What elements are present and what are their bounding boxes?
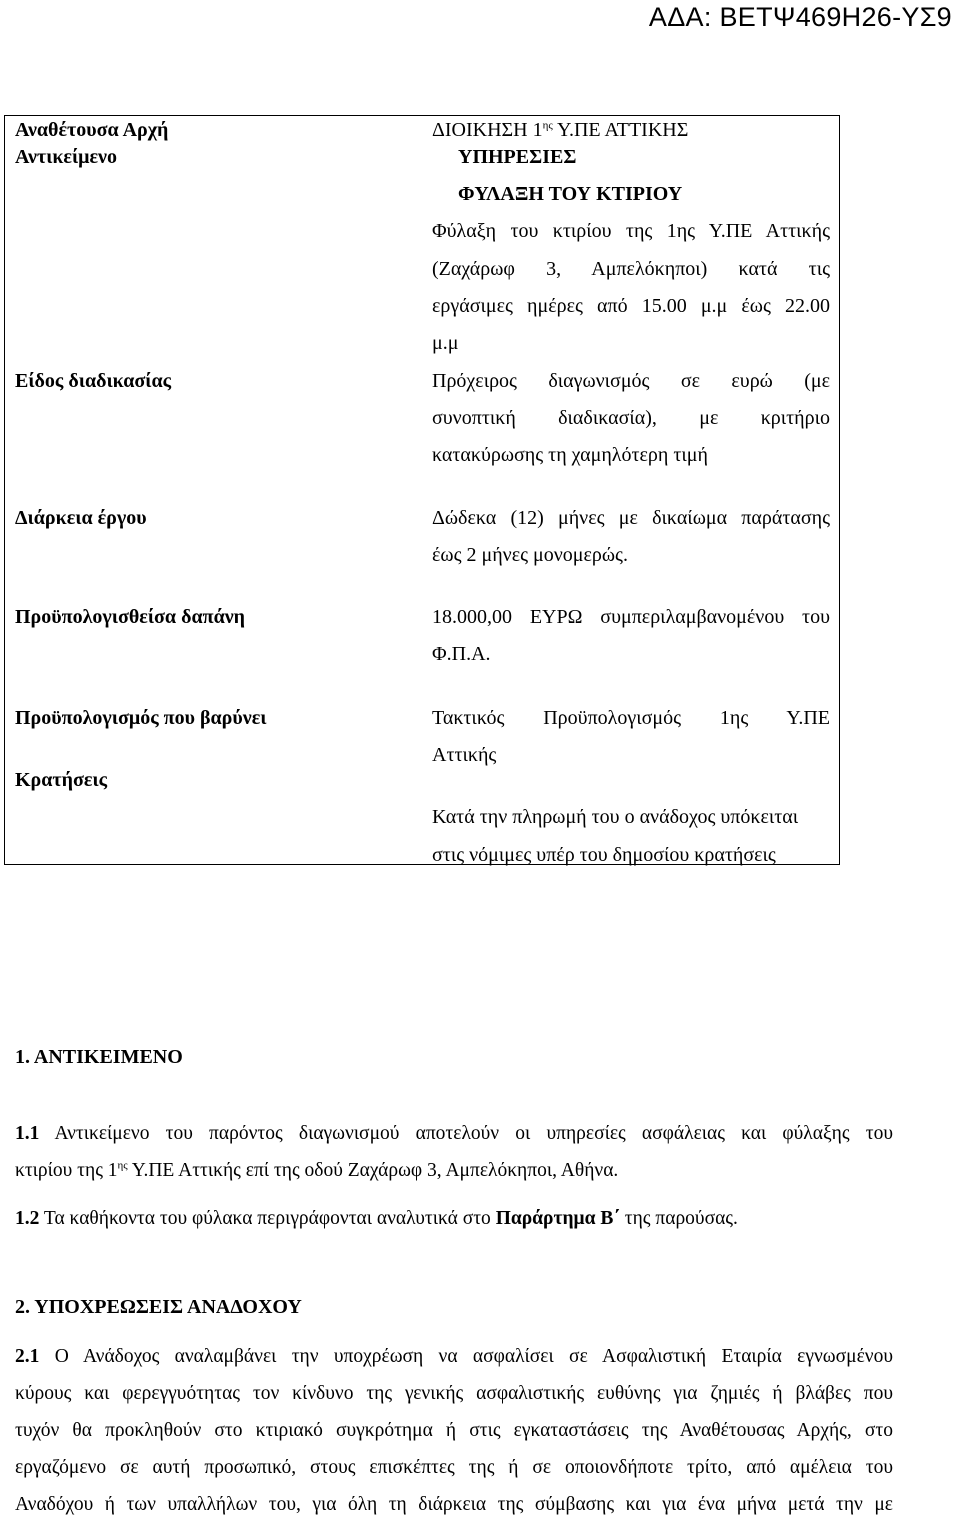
charged-line: Τακτικός Προϋπολογισμός 1ης Υ.ΠΕ <box>432 707 830 729</box>
subject-line: Φύλαξη του κτιρίου της 1ης Υ.ΠΕ Αττικής <box>432 220 830 242</box>
document-ada-code: ΑΔΑ: ΒΕΤΨ469Η26-ΥΣ9 <box>648 2 952 32</box>
subject-line: (Ζαχάρωφ 3, Αμπελόκηποι) κατά τις <box>432 258 830 280</box>
paragraph-2-1: 2.1 Ο Ανάδοχος αναλαμβάνει την υποχρέωση να ασφαλίσει σε Ασφαλιστική Εταιρία εγνωσμένου κύρους και φερεγγυότητας τον κίνδυνο της γενικής ασφαλιστικής ευθύνης για ζημιές ή βλάβες που τυχόν θα προκληθούν στο κτιριακό συγκρότημα ή στις εγκαταστάσεις της Αναθέτουσας Αρχής, στο εργαζόμενο σε αυτή προσωπικό, στους επισκέπτες της ή σε οποιονδήποτε τρίτο, από αμέλεια του Αναδόχου ή των υπαλλήλων του, για όλη τη διάρκεια της σύμβασης και για ένα μήνα μετά την με <box>15 1346 893 1515</box>
label-deductions: Κρατήσεις <box>15 769 108 791</box>
section-2-heading: 2. ΥΠΟΧΡΕΩΣΕΙΣ ΑΝΑΔΟΧΟΥ <box>15 1296 302 1318</box>
deductions-line: Κατά την πληρωμή του ο ανάδοχος υπόκειται <box>432 806 799 828</box>
subject-title-guarding: ΦΥΛΑΞΗ ΤΟΥ ΚΤΙΡΙΟΥ <box>458 183 683 205</box>
subject-line: μ.μ <box>432 332 459 354</box>
duration-line: έως 2 μήνες μονομερώς. <box>432 544 628 566</box>
value-contracting-authority: ΔΙΟΙΚΗΣΗ $1^{\eta\varsigma}$ Υ.ΠΕ ΑΤΤΙΚΗΣ <box>432 119 689 141</box>
section-1-heading: 1. ΑΝΤΙΚΕΙΜΕΝΟ <box>15 1046 183 1068</box>
subject-title-services: ΥΠΗΡΕΣΙΕΣ <box>458 146 577 168</box>
procedure-line: Πρόχειρος διαγωνισμός σε ευρώ (με <box>432 370 830 392</box>
label-charged-budget: Προϋπολογισμός που βαρύνει <box>15 707 267 729</box>
subject-line: εργάσιμες ημέρες από 15.00 μ.μ έως 22.00 <box>432 295 830 317</box>
label-subject: Αντικείμενο <box>15 146 117 168</box>
label-contracting-authority: Αναθέτουσα Αρχή <box>15 119 169 141</box>
budget-line: 18.000,00 ΕΥΡΩ συμπεριλαμβανομένου του <box>432 606 830 628</box>
label-duration: Διάρκεια έργου <box>15 507 147 529</box>
procedure-line: κατακύρωσης τη χαμηλότερη τιμή <box>432 444 708 466</box>
label-procedure: Είδος διαδικασίας <box>15 370 172 392</box>
deductions-line: στις νόμιμες υπέρ του δημοσίου κρατήσεις <box>432 844 776 866</box>
paragraph-1-2: 1.2 Τα καθήκοντα του φύλακα περιγράφονται αναλυτικά στο Παράρτημα Β΄ της παρούσας. <box>15 1208 738 1229</box>
procedure-line: συνοπτική διαδικασία), με κριτήριο <box>432 407 830 429</box>
budget-line: Φ.Π.Α. <box>432 643 491 665</box>
label-budget: Προϋπολογισθείσα δαπάνη <box>15 606 246 628</box>
duration-line: Δώδεκα (12) μήνες με δικαίωμα παράτασης <box>432 507 830 529</box>
charged-line: Αττικής <box>432 744 497 766</box>
paragraph-1-1: 1.1 Αντικείμενο του παρόντος διαγωνισμού αποτελούν οι υπηρεσίες ασφάλειας και φύλαξης του κτιρίου της $1^{\eta\varsigma}$ Υ.ΠΕ Αττικής επί της οδού Ζαχάρωφ 3, Αμπελόκηποι, Αθήνα. <box>15 1123 893 1181</box>
